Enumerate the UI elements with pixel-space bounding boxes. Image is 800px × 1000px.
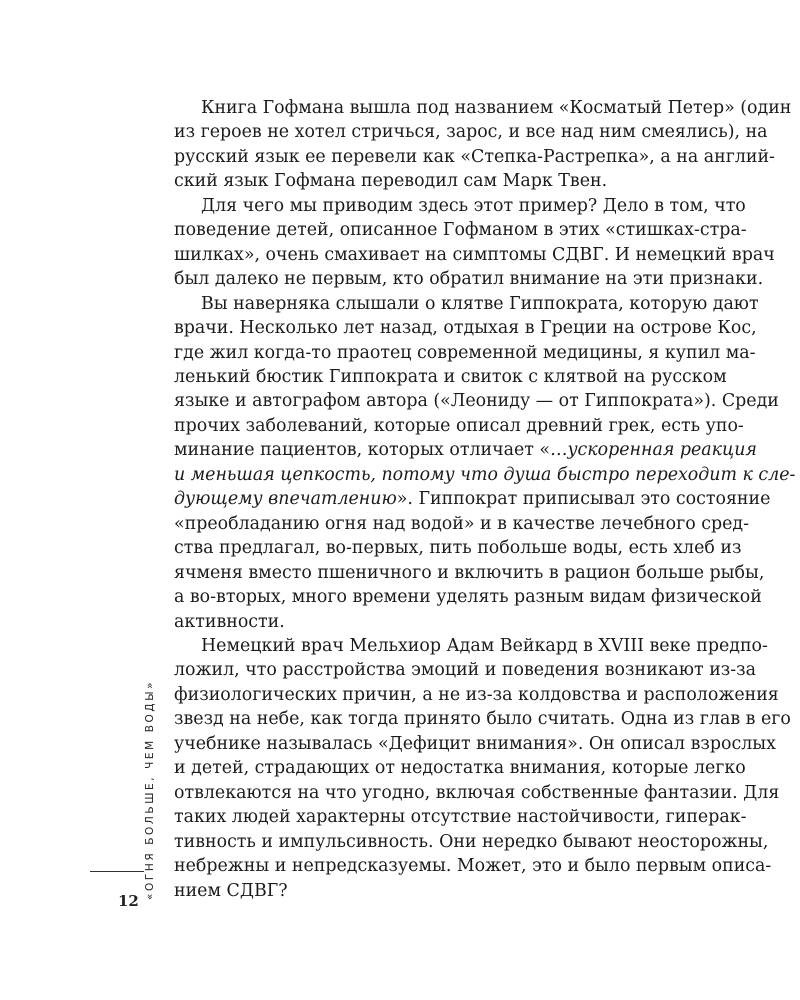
text-segment: из героев не хотел стричься, зарос, и все над ним смеялись), на (174, 122, 768, 143)
text-line (174, 610, 714, 634)
paragraph (174, 292, 796, 634)
text-segment: языке и автографом автора («Леониду — от Гиппократа»). Среди (174, 391, 779, 412)
text-line (174, 658, 757, 682)
text-line (174, 707, 791, 731)
text-segment: физиологических причин, а не из-за колдовства и расположения (174, 684, 779, 705)
text-segment: минание пациентов, которых отличает « (174, 440, 551, 461)
text-segment: ячменя вместо пшеничного и включить в рацион больше рыбы, (174, 562, 765, 583)
text-segment: Немецкий врач Мельхиор Адам Вейкард в XVIII веке предпо- (201, 635, 768, 656)
text-segment: а во-вторых, много времени уделять разным видам физической (174, 587, 762, 608)
text-segment: ства предлагал, во-первых, пить побольше воды, есть хлеб из (174, 538, 742, 559)
text-segment: тивность и импульсивность. Они нередко бывают неосторожны, (174, 831, 769, 852)
text-line (174, 830, 769, 854)
text-line (174, 781, 780, 805)
footer-rule (90, 871, 144, 872)
paragraph (174, 96, 792, 194)
text-line (174, 145, 775, 169)
text-line (174, 120, 768, 144)
text-segment: был далеко не первым, кто обратил внимание на эти признаки. (174, 269, 764, 290)
text-line (174, 218, 747, 242)
text-segment: отвлекаются на что угодно, включая собственные фантазии. Для (174, 782, 780, 803)
paragraph (174, 634, 791, 903)
text-line (174, 463, 796, 487)
text-line (174, 732, 776, 756)
text-line (174, 414, 744, 438)
text-segment: поведение детей, описанное Гофманом в этих «стишках-стра- (174, 220, 747, 241)
text-line (174, 316, 757, 340)
text-segment: ский язык Гофмана переводил сам Марк Твен. (174, 171, 608, 192)
paragraph (174, 194, 775, 292)
text-segment: ». Гиппократ приписывал это состояние (396, 489, 771, 510)
text-line (174, 487, 771, 511)
text-segment: где жил когда-то праотец современной медицины, я купил ма- (174, 342, 756, 363)
text-line (174, 341, 756, 365)
text-segment: прочих заболеваний, которые описал древний грек, есть упо- (174, 415, 744, 436)
text-segment: «преобладанию огня над водой» и в качестве лечебного сред- (174, 513, 749, 534)
italic-quote-segment: и меньшая цепкость, потому что душа быстро переходит к сле- (174, 464, 796, 485)
text-segment: Для чего мы приводим здесь этот пример? Дело в том, что (201, 195, 746, 216)
text-segment: и детей, страдающих от недостатка внимания, которые легко (174, 758, 746, 779)
text-line (174, 512, 749, 536)
text-segment: ложил, что расстройства эмоций и поведения возникают из-за (174, 660, 757, 681)
text-line (174, 267, 764, 291)
text-line (174, 683, 779, 707)
italic-quote-segment: …ускоренная реакция (550, 440, 757, 461)
text-line (174, 243, 775, 267)
text-line (174, 879, 714, 903)
text-segment: таких людей характерны отсутствие настойчивости, гиперак- (174, 807, 747, 828)
text-line (174, 536, 742, 560)
text-segment: звезд на небе, как тогда принято было считать. Одна из глав в его (174, 709, 791, 730)
text-line (174, 585, 762, 609)
text-line (174, 854, 772, 878)
text-line (201, 634, 768, 658)
text-line (201, 292, 759, 316)
text-line (201, 96, 792, 120)
text-line (174, 438, 757, 462)
text-line (174, 169, 714, 193)
text-line (174, 805, 747, 829)
text-segment: Вы наверняка слышали о клятве Гиппократа, которую дают (201, 293, 759, 314)
text-line (174, 365, 727, 389)
text-segment: активности. (174, 611, 285, 632)
running-head: «ОГНЯ БОЛЬШЕ, ЧЕМ ВОДЫ» (144, 679, 156, 900)
text-segment: учебнике называлась «Дефицит внимания». Он описал взрослых (174, 733, 776, 754)
text-segment: небрежны и непредсказуемы. Может, это и было первым описа- (174, 856, 772, 877)
text-line (174, 756, 746, 780)
page-number: 12 (118, 892, 139, 910)
text-segment: русский язык ее перевели как «Степка-Растрепка», а на англий- (174, 146, 775, 167)
text-segment: нием СДВГ? (174, 880, 288, 901)
text-line (201, 194, 746, 218)
text-segment: врачи. Несколько лет назад, отдыхая в Греции на острове Кос, (174, 318, 757, 339)
text-line (174, 389, 779, 413)
text-segment: ленький бюстик Гиппократа и свиток с клятвой на русском (174, 366, 727, 387)
body-text (174, 96, 796, 903)
italic-quote-segment: дующему впечатлению (174, 489, 397, 510)
text-segment: Книга Гофмана вышла под названием «Косматый Петер» (один (201, 98, 792, 118)
text-line (174, 561, 765, 585)
text-segment: шилках», очень смахивает на симптомы СДВГ. И немецкий врач (174, 244, 775, 265)
